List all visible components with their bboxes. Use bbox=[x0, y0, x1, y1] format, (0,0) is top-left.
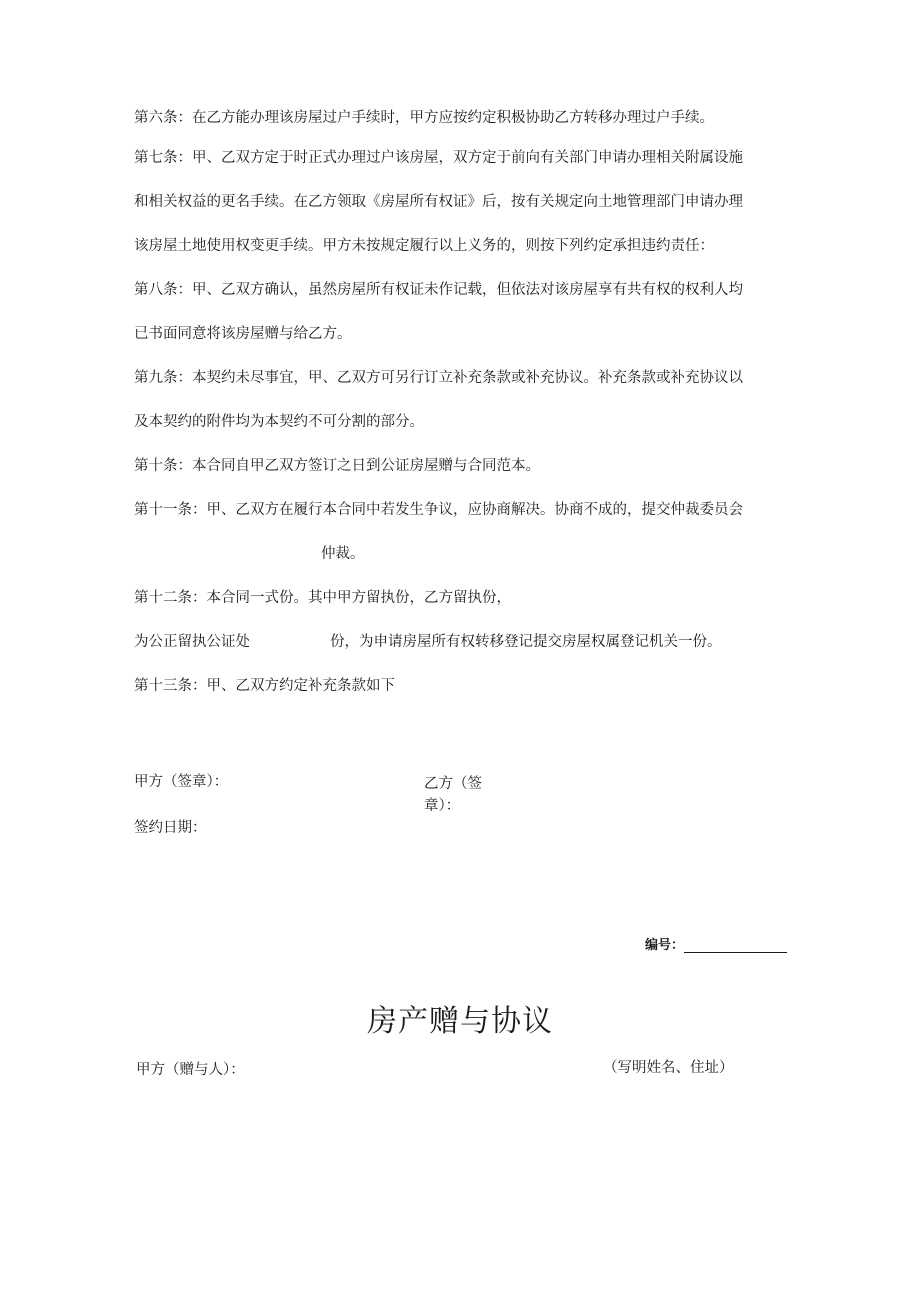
serial-number-label: 编号： bbox=[644, 938, 684, 953]
clause-13: 第十三条：甲、乙双方约定补充条款如下 bbox=[134, 678, 395, 694]
party-a-signature-label: 甲方（签章）： bbox=[134, 774, 229, 790]
clause-8-line-1: 第八条：甲、乙双方确认，虽然房屋所有权证未作记载，但依法对该房屋享有共有权的权利人均 bbox=[134, 282, 743, 298]
clause-7-line-3: 该房屋土地使用权变更手续。甲方未按规定履行以上义务的，则按下列约定承担违约责任： bbox=[134, 238, 714, 254]
clause-8-line-2: 已书面同意将该房屋赠与给乙方。 bbox=[134, 326, 352, 342]
party-b-signature-label-line-1: 乙方（签 bbox=[424, 776, 482, 792]
signing-date-label: 签约日期： bbox=[134, 820, 207, 836]
clause-10: 第十条：本合同自甲乙双方签订之日到公证房屋赠与合同范本。 bbox=[134, 458, 540, 474]
party-b-signature-label-line-2: 章）： bbox=[424, 798, 461, 814]
donor-label: 甲方（赠与人）： bbox=[136, 1062, 245, 1078]
clause-11-line-2: 仲裁。 bbox=[321, 546, 365, 562]
clause-9-line-1: 第九条：本契约未尽事宜，甲、乙双方可另行订立补充条款或补充协议。补充条款或补充协议以 bbox=[134, 370, 743, 386]
donor-hint: （写明姓名、住址） bbox=[603, 1060, 734, 1076]
clause-7-line-2: 和相关权益的更名手续。在乙方领取《房屋所有权证》后，按有关规定向土地管理部门申请办理 bbox=[134, 194, 743, 210]
clause-7-line-1: 第七条：甲、乙双方定于时正式办理过户该房屋，双方定于前向有关部门申请办理相关附属设施 bbox=[134, 150, 743, 166]
clause-6: 第六条：在乙方能办理该房屋过户手续时，甲方应按约定积极协助乙方转移办理过户手续。 bbox=[134, 110, 714, 126]
clause-9-line-2: 及本契约的附件均为本契约不可分割的部分。 bbox=[134, 414, 424, 430]
clause-12-line-2a: 为公正留执公证处 bbox=[134, 634, 250, 650]
clause-11-line-1: 第十一条：甲、乙双方在履行本合同中若发生争议，应协商解决。协商不成的，提交仲裁委员会 bbox=[134, 502, 743, 518]
document-title: 房产赠与协议 bbox=[367, 1004, 553, 1039]
serial-number-blank bbox=[684, 938, 787, 953]
serial-number bbox=[645, 934, 787, 953]
clause-12-line-2b: 份，为申请房屋所有权转移登记提交房屋权属登记机关一份。 bbox=[330, 634, 722, 650]
clause-12-line-1: 第十二条：本合同一式份。其中甲方留执份，乙方留执份， bbox=[134, 590, 511, 606]
